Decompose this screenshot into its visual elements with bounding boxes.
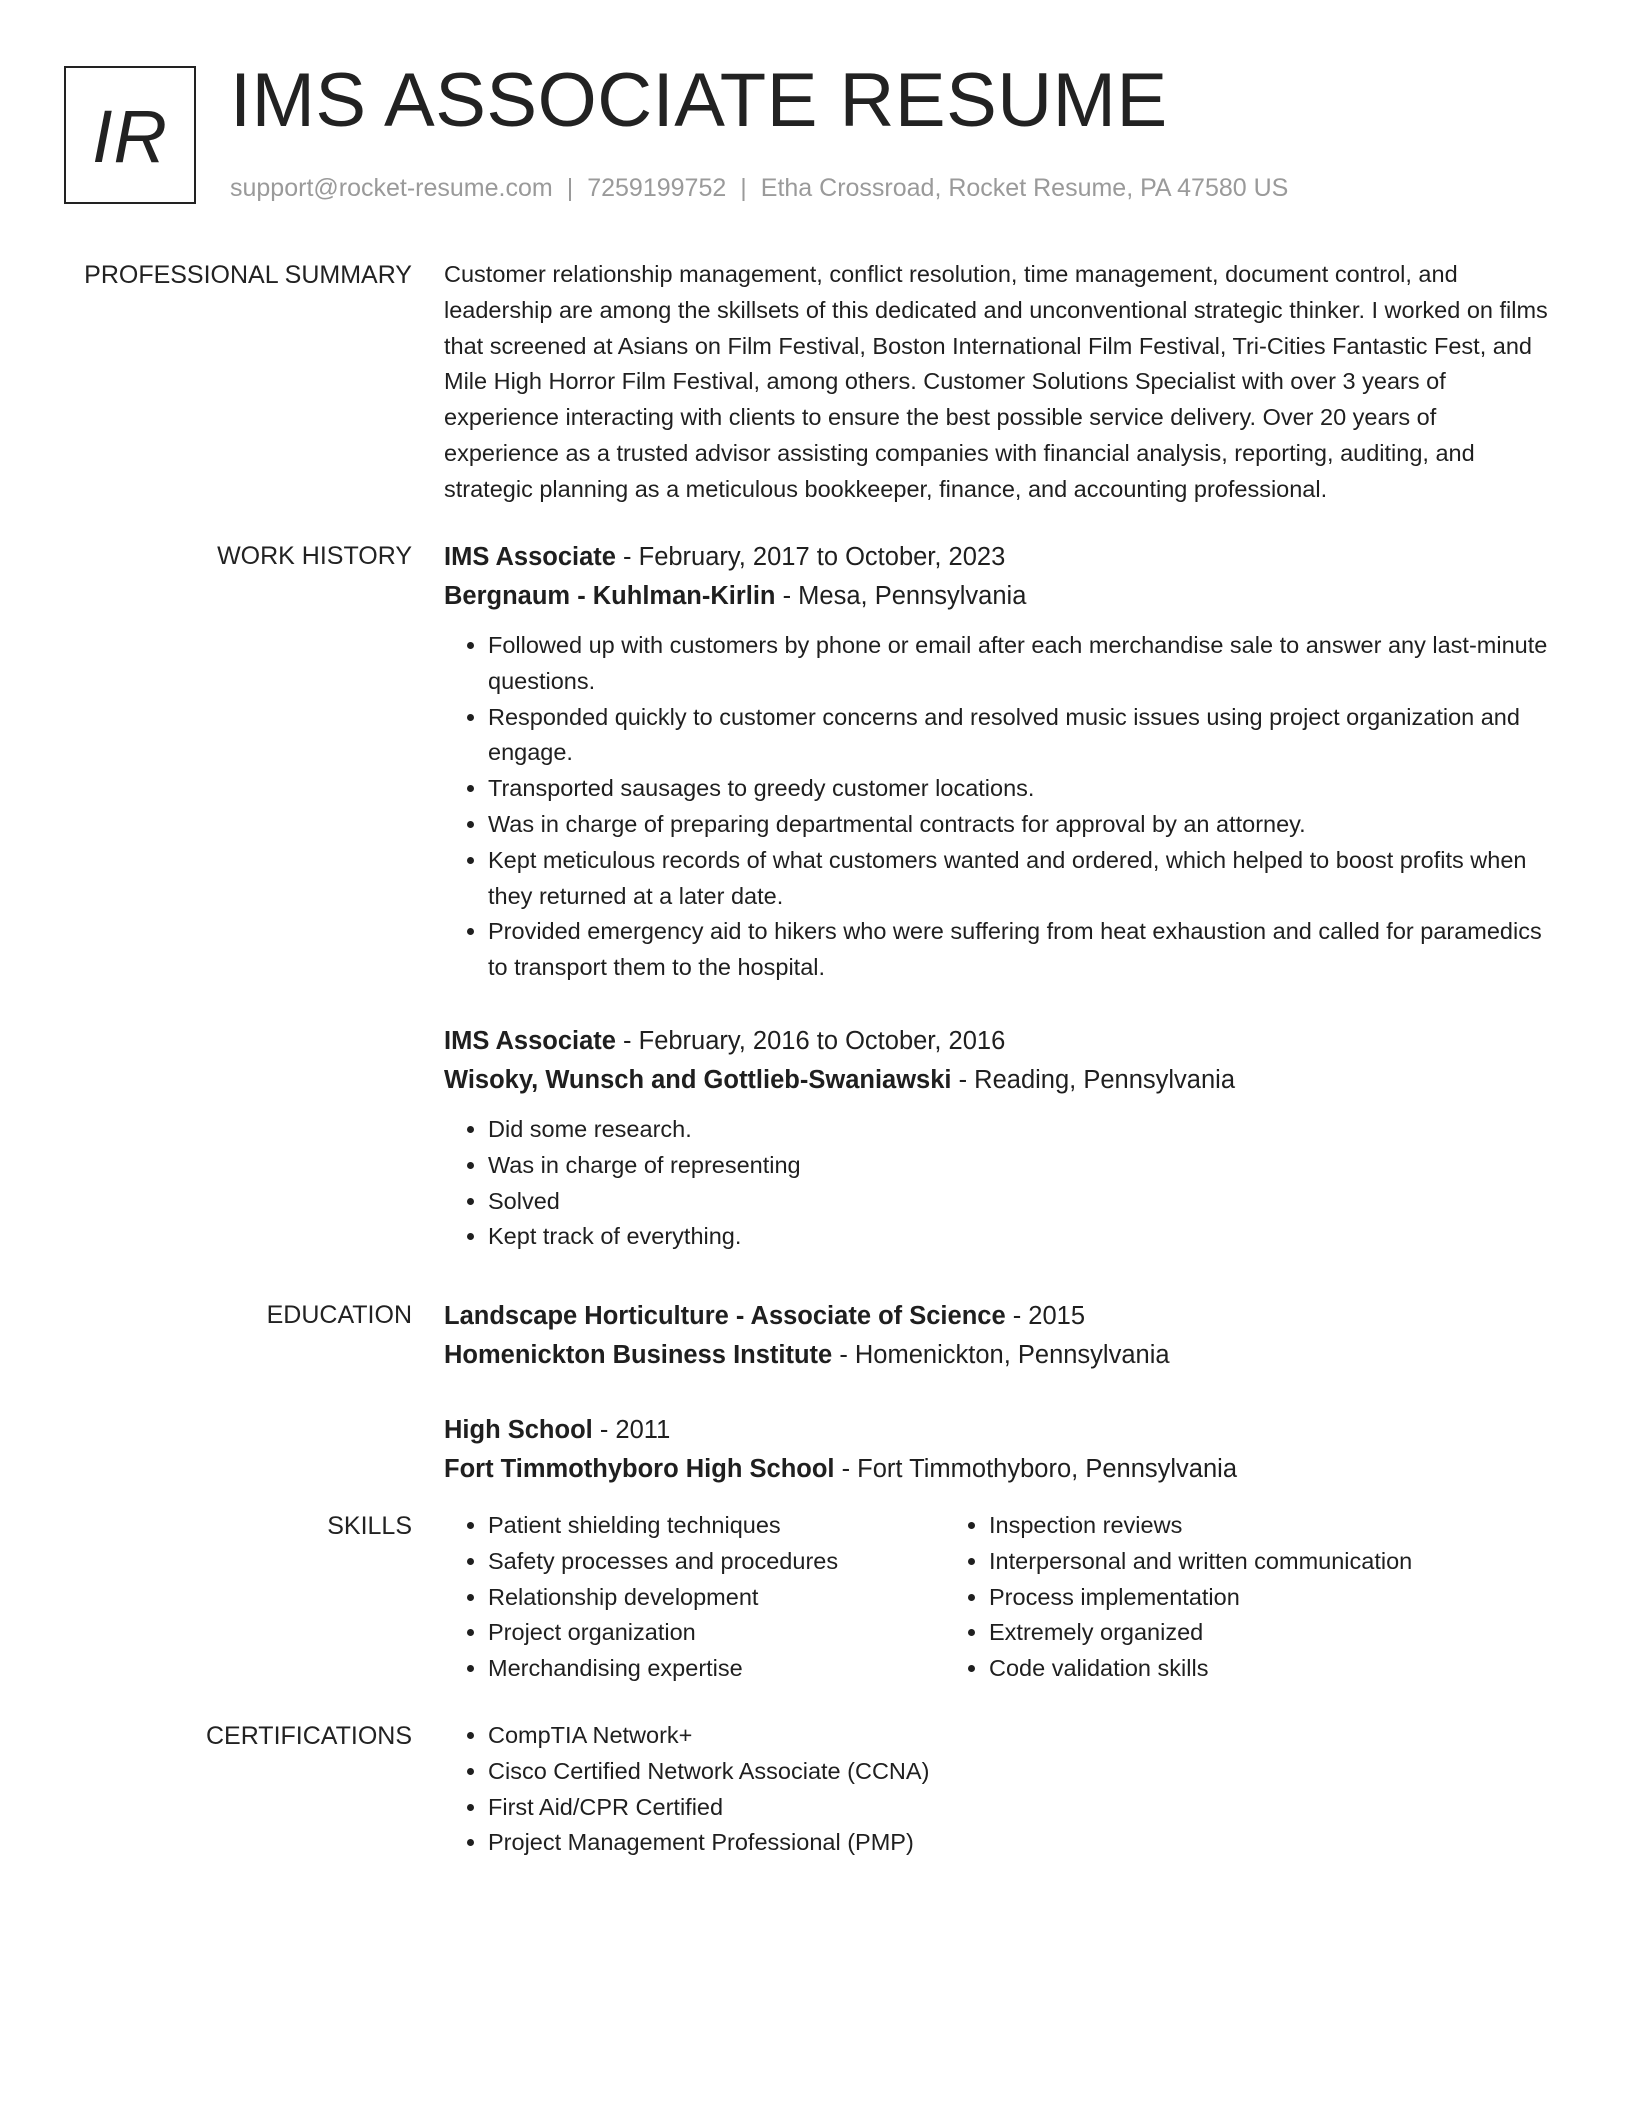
skill-item: • Interpersonal and written communication (989, 1544, 1446, 1580)
job-bullet: • Did some research. (488, 1112, 1554, 1148)
education-entry (444, 1297, 1554, 1375)
certification-item: • CompTIA Network+ (488, 1718, 1554, 1754)
skill-item: • Extremely organized (989, 1615, 1446, 1651)
monogram-initials: IR (92, 94, 168, 178)
skills-list-right (945, 1508, 1446, 1687)
resume-title: IMS ASSOCIATE RESUME (230, 58, 1168, 143)
job-bullet: • Kept meticulous records of what customers wanted and ordered, which helped to boost profits when they returned at a later date. (488, 843, 1554, 915)
summary-text: Customer relationship management, conflict resolution, time management, document control, and leadership are among the skillsets of this dedicated and unconventional strategic thinker. I worked on films that screened at Asians on Film Festival, Boston International Film Festival, Tri-Cities Fantastic Fest, and Mile High Horror Film Festival, among others. Customer Solutions Specialist with over 3 years of experience interacting with clients to ensure the best possible service delivery. Over 20 years of experience as a trusted advisor assisting companies with financial analysis, reporting, auditing, and strategic planning as a meticulous bookkeeper, finance, and accounting professional. (444, 261, 1548, 502)
skill-item: • Patient shielding techniques (488, 1508, 945, 1544)
skill-item: • Project organization (488, 1615, 945, 1651)
job-location: - Mesa, Pennsylvania (775, 582, 1027, 610)
job-entry (444, 1022, 1554, 1255)
work-history-label: WORK HISTORY (217, 542, 412, 570)
skill-item: • Process implementation (989, 1580, 1446, 1616)
skill-item: • Code validation skills (989, 1651, 1446, 1687)
certifications-label: CERTIFICATIONS (205, 1722, 412, 1750)
skill-item: • Merchandising expertise (488, 1651, 945, 1687)
contact-separator: | (740, 174, 747, 202)
job-bullet: • Was in charge of representing (488, 1148, 1554, 1184)
skill-item: • Relationship development (488, 1580, 945, 1616)
education-degree: Landscape Horticulture - Associate of Science (444, 1302, 1006, 1330)
job-bullets (444, 628, 1554, 986)
skill-item: • Inspection reviews (989, 1508, 1446, 1544)
certification-item: • Project Management Professional (PMP) (488, 1825, 1554, 1861)
job-bullet: • Kept track of everything. (488, 1219, 1554, 1255)
job-bullet: • Responded quickly to customer concerns and resolved music issues using project organization and engage. (488, 700, 1554, 772)
job-entry (444, 538, 1554, 986)
job-title: IMS Associate (444, 1026, 616, 1055)
skills-label: SKILLS (327, 1512, 412, 1540)
education-year: - 2011 (592, 1416, 671, 1444)
job-bullet: • Transported sausages to greedy customer locations. (488, 771, 1554, 807)
job-dates: - February, 2017 to October, 2023 (615, 543, 1006, 571)
job-bullet: • Was in charge of preparing departmental contracts for approval by an attorney. (488, 807, 1554, 843)
education-label: EDUCATION (266, 1301, 412, 1329)
job-company: Wisoky, Wunsch and Gottlieb-Swaniawski (444, 1065, 952, 1094)
job-bullets (444, 1112, 1554, 1255)
education-school: Homenickton Business Institute (444, 1341, 833, 1369)
job-dates: - February, 2016 to October, 2016 (615, 1026, 1006, 1055)
job-company: Bergnaum - Kuhlman-Kirlin (444, 582, 776, 610)
certification-item: • Cisco Certified Network Associate (CCNA) (488, 1754, 1554, 1790)
education-year: - 2015 (1005, 1302, 1086, 1330)
certification-item: • First Aid/CPR Certified (488, 1790, 1554, 1826)
education-entry (444, 1411, 1554, 1489)
monogram-logo (64, 66, 196, 204)
summary-label: PROFESSIONAL SUMMARY (84, 261, 412, 289)
job-location: - Reading, Pennsylvania (951, 1065, 1236, 1094)
education-school: Fort Timmothyboro High School (444, 1455, 835, 1483)
skills-list-left (444, 1508, 945, 1687)
contact-phone: 7259199752 (587, 174, 727, 202)
contact-separator: | (566, 174, 574, 202)
contact-address: Etha Crossroad, Rocket Resume, PA 47580 US (760, 174, 1289, 202)
job-bullet: • Followed up with customers by phone or email after each merchandise sale to answer any last-minute questions. (488, 628, 1554, 700)
contact-email: support@rocket-resume.com (230, 174, 553, 202)
job-title: IMS Associate (444, 543, 616, 571)
contact-line (230, 174, 1288, 203)
job-bullet: • Provided emergency aid to hikers who were suffering from heat exhaustion and called for paramedics to transport them to the hospital. (488, 914, 1554, 986)
education-degree: High School (444, 1416, 593, 1444)
certifications-list (444, 1718, 1554, 1861)
education-location: - Fort Timmothyboro, Pennsylvania (834, 1455, 1237, 1483)
skill-item: • Safety processes and procedures (488, 1544, 945, 1580)
job-bullet: • Solved (488, 1184, 1554, 1220)
education-location: - Homenickton, Pennsylvania (832, 1341, 1170, 1369)
